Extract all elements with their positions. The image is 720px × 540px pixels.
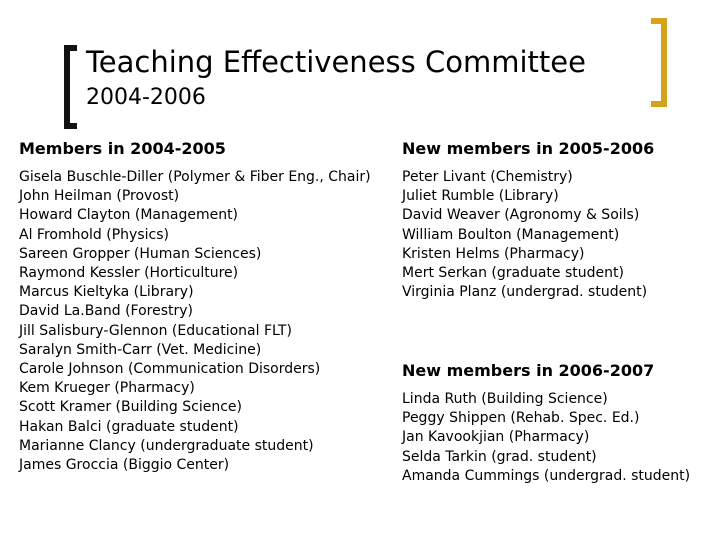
list-item: Peggy Shippen (Rehab. Spec. Ed.) [402,410,640,427]
list-item: Raymond Kessler (Horticulture) [19,265,239,282]
new-members-2005-2006-heading: New members in 2005-2006 [402,139,655,158]
list-item: John Heilman (Provost) [19,188,180,205]
list-item: Scott Kramer (Building Science) [19,399,242,416]
list-item: Juliet Rumble (Library) [402,188,559,205]
list-item: Gisela Buschle-Diller (Polymer & Fiber Eng., Chair) [19,169,371,185]
list-item: Marcus Kieltyka (Library) [19,284,194,301]
list-item: Mert Serkan (graduate student) [402,265,624,282]
list-item: Selda Tarkin (grad. student) [402,448,597,465]
slide-subtitle: 2004-2006 [86,85,206,110]
slide-title: Teaching Effectiveness Committee [86,45,586,79]
list-item: David La.Band (Forestry) [19,303,194,320]
list-item: Kristen Helms (Pharmacy) [402,245,585,262]
list-item: Marianne Clancy (undergraduate student) [19,437,314,454]
members-2004-2005-heading: Members in 2004-2005 [19,139,226,158]
list-item: David Weaver (Agronomy & Soils) [402,207,640,224]
new-members-2006-2007-heading: New members in 2006-2007 [402,361,655,380]
new-members-2005-2006-list [402,168,647,302]
list-item: Hakan Balci (graduate student) [19,418,239,435]
new-members-2006-2007-list [402,390,690,486]
list-item: Jill Salisbury-Glennon (Educational FLT) [19,322,292,339]
list-item: Amanda Cummings (undergrad. student) [402,467,691,484]
left-bracket-decoration [64,45,77,129]
list-item: James Groccia (Biggio Center) [19,457,230,474]
list-item: Saralyn Smith-Carr (Vet. Medicine) [19,341,262,358]
members-2004-2005-list [19,168,371,475]
list-item: Virginia Planz (undergrad. student) [402,284,648,301]
list-item: Peter Livant (Chemistry) [402,169,573,185]
list-item: Kem Krueger (Pharmacy) [19,380,195,397]
right-bracket-decoration [651,18,667,107]
list-item: Sareen Gropper (Human Sciences) [19,245,262,262]
list-item: William Boulton (Management) [402,226,620,243]
list-item: Al Fromhold (Physics) [19,226,169,243]
list-item: Jan Kavookjian (Pharmacy) [402,429,590,446]
list-item: Linda Ruth (Building Science) [402,391,608,407]
list-item: Carole Johnson (Communication Disorders) [19,361,321,378]
list-item: Howard Clayton (Management) [19,207,239,224]
